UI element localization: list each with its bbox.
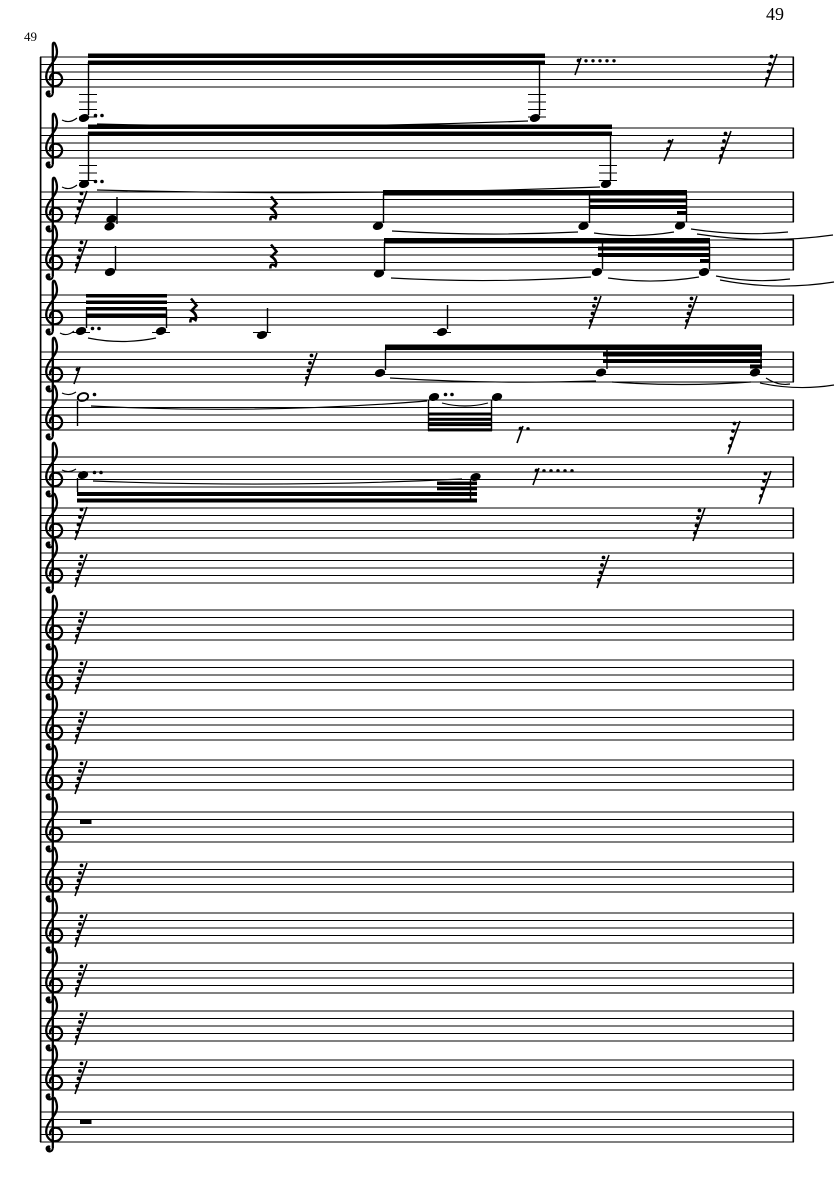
beam xyxy=(428,413,492,416)
tie-slur xyxy=(608,277,699,281)
beam xyxy=(77,499,477,503)
treble-clef-icon xyxy=(46,114,62,164)
treble-clef-icon xyxy=(46,949,62,999)
beam xyxy=(603,359,762,363)
measure-number: 49 xyxy=(24,29,37,44)
sixty-fourth-rest xyxy=(589,296,601,329)
treble-clef-icon xyxy=(46,596,62,646)
treble-clef-icon xyxy=(46,226,62,276)
staff-14 xyxy=(40,746,794,800)
tie-slur xyxy=(691,229,788,234)
staff-1 xyxy=(40,43,794,126)
page-number: 49 xyxy=(766,4,784,24)
notehead xyxy=(75,326,87,337)
tie-slur xyxy=(88,338,156,342)
sixty-fourth-rest xyxy=(728,421,740,454)
beam xyxy=(590,199,687,203)
tie-slur xyxy=(60,331,74,335)
treble-clef-icon xyxy=(46,899,62,949)
beam xyxy=(77,492,477,496)
sixty-fourth-rest xyxy=(765,54,777,87)
beam xyxy=(383,190,687,196)
staff-3 xyxy=(40,178,833,240)
whole-rest xyxy=(80,1120,92,1125)
treble-clef-icon xyxy=(46,1098,62,1148)
sixty-fourth-rest xyxy=(75,661,87,694)
tie-slur xyxy=(62,118,77,122)
beam xyxy=(700,259,710,263)
treble-clef-icon xyxy=(46,997,62,1047)
sixty-fourth-rest xyxy=(75,914,87,947)
treble-clef-icon xyxy=(46,646,62,696)
sixty-fourth-rest xyxy=(75,711,87,744)
beam xyxy=(385,345,762,351)
eighth-rest xyxy=(533,468,574,485)
notehead xyxy=(104,267,116,278)
staff-2 xyxy=(40,114,794,193)
beam xyxy=(86,314,167,318)
tie-slur xyxy=(760,383,834,388)
staff-10 xyxy=(40,539,794,593)
beam xyxy=(88,54,545,59)
beam xyxy=(384,238,710,244)
staff-21 xyxy=(40,1098,794,1152)
tie-slur xyxy=(720,280,834,286)
beam xyxy=(598,247,710,251)
staff-4 xyxy=(40,226,834,286)
beam xyxy=(428,428,492,431)
notehead xyxy=(595,367,607,378)
beam xyxy=(677,211,687,215)
notehead xyxy=(436,327,448,338)
quarter-rest xyxy=(270,245,276,269)
treble-clef-icon xyxy=(46,798,62,848)
tie-slur xyxy=(716,276,790,281)
treble-clef-icon xyxy=(46,746,62,796)
notehead xyxy=(77,470,89,481)
staff-15 xyxy=(40,798,794,852)
treble-clef-icon xyxy=(46,494,62,544)
staff-19 xyxy=(40,997,794,1051)
beam xyxy=(428,423,492,426)
notehead xyxy=(155,326,167,337)
beam xyxy=(428,418,492,421)
staff-7 xyxy=(40,386,794,454)
whole-rest xyxy=(80,820,92,825)
beam xyxy=(750,365,762,369)
staff-17 xyxy=(40,899,794,953)
tie-slur xyxy=(766,378,790,384)
sixty-fourth-rest xyxy=(75,964,87,997)
treble-clef-icon xyxy=(46,1046,62,1096)
tie-slur xyxy=(91,401,427,409)
notehead xyxy=(591,267,603,278)
beam xyxy=(88,125,612,130)
tie-slur xyxy=(62,185,77,189)
eighth-rest xyxy=(517,426,530,443)
sixty-fourth-rest xyxy=(75,611,87,644)
treble-clef-icon xyxy=(46,281,62,331)
beam xyxy=(86,294,167,298)
sixty-fourth-rest xyxy=(75,761,87,794)
tie-slur xyxy=(697,234,833,240)
treble-clef-icon xyxy=(46,696,62,746)
notehead xyxy=(256,330,268,341)
treble-clef-icon xyxy=(46,848,62,898)
notehead xyxy=(698,267,710,278)
tie-slur xyxy=(392,231,578,234)
sixty-fourth-rest xyxy=(75,1061,87,1094)
beam xyxy=(88,132,612,137)
notehead xyxy=(491,392,503,403)
notehead xyxy=(428,392,440,403)
beam xyxy=(86,301,167,305)
staff-20 xyxy=(40,1046,794,1100)
notehead xyxy=(749,367,761,378)
tie-slur xyxy=(62,469,76,472)
eighth-rest xyxy=(74,367,80,384)
staff-11 xyxy=(40,596,794,650)
treble-clef-icon xyxy=(46,178,62,228)
notehead xyxy=(103,221,115,232)
tie-slur xyxy=(594,232,674,236)
staff-5 xyxy=(40,281,794,342)
staff-13 xyxy=(40,696,794,750)
beam xyxy=(86,307,167,311)
sixty-fourth-rest xyxy=(305,353,317,386)
staff-18 xyxy=(40,949,794,1003)
sixty-fourth-rest xyxy=(693,508,705,541)
sixty-fourth-rest xyxy=(75,1012,87,1045)
staff-6 xyxy=(40,338,834,392)
treble-clef-icon xyxy=(46,43,62,93)
sixty-fourth-rest xyxy=(75,240,87,273)
notehead xyxy=(374,368,386,379)
treble-clef-icon xyxy=(46,338,62,388)
half-notehead xyxy=(77,392,89,403)
staff-12 xyxy=(40,646,794,700)
treble-clef-icon xyxy=(46,386,62,436)
treble-clef-icon xyxy=(46,443,62,493)
beam xyxy=(590,205,687,209)
sixty-fourth-rest xyxy=(75,863,87,896)
tie-slur xyxy=(391,277,591,281)
sixty-fourth-rest xyxy=(75,554,87,587)
quarter-rest xyxy=(270,197,276,221)
beam xyxy=(88,61,545,66)
beam xyxy=(598,253,710,257)
staff-8 xyxy=(40,443,794,504)
sixty-fourth-rest xyxy=(685,296,697,329)
beam xyxy=(603,353,762,357)
tie-slur xyxy=(442,403,488,406)
staff-16 xyxy=(40,848,794,902)
tie-slur xyxy=(62,392,76,395)
